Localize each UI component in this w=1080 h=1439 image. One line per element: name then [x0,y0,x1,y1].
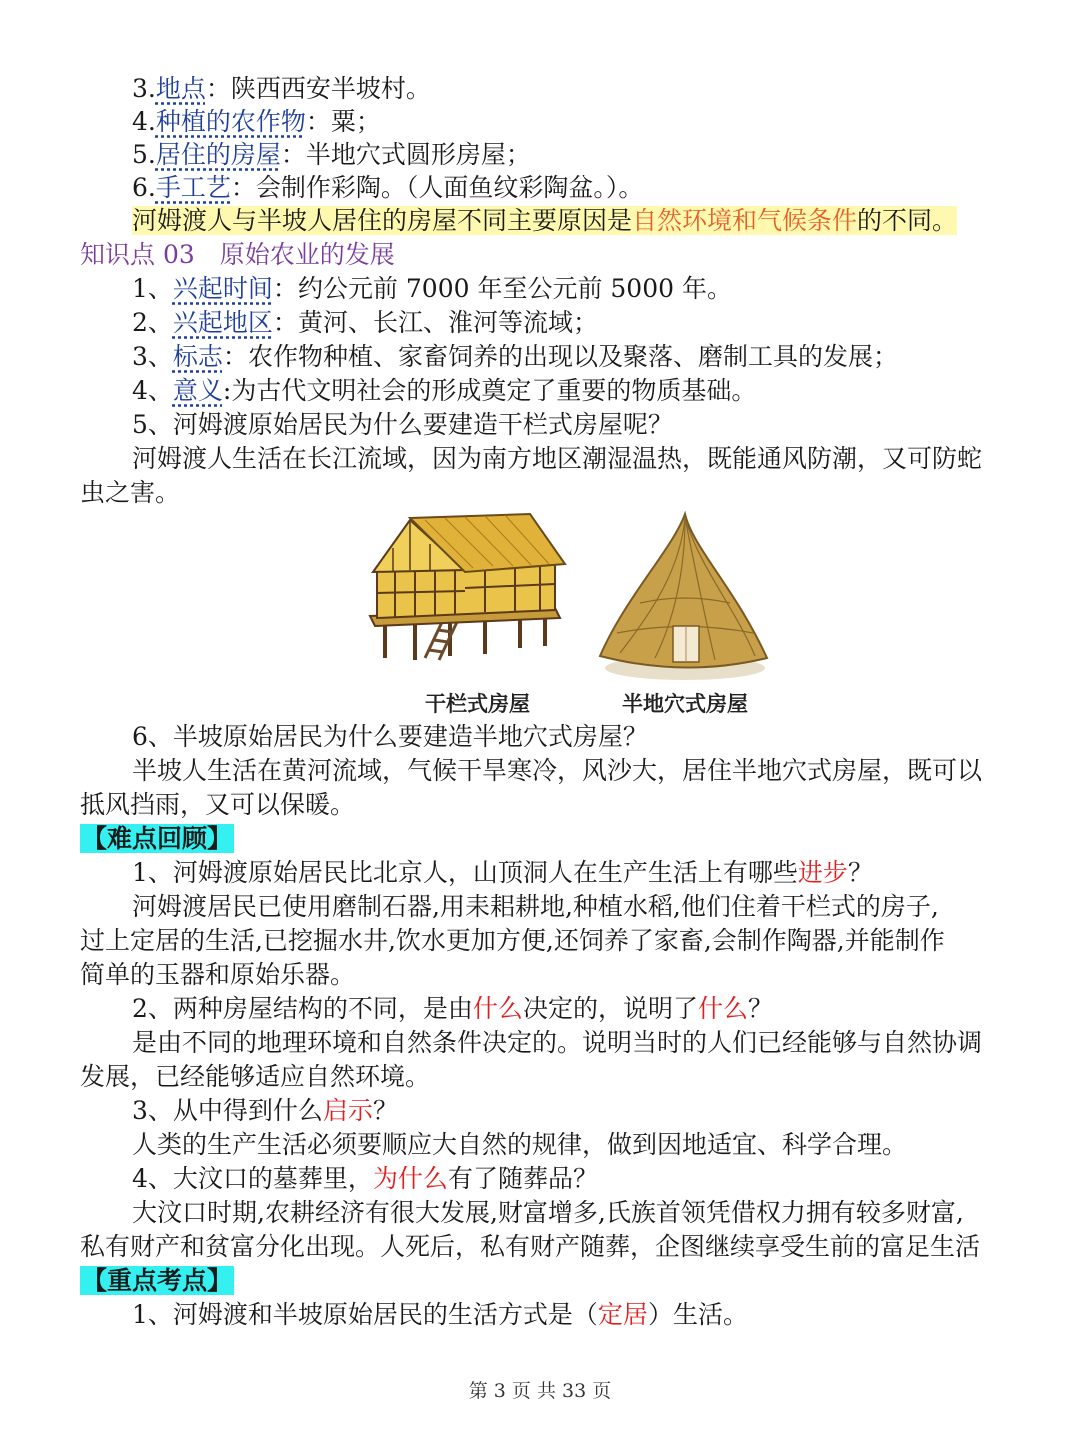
question-5: 5、河姆渡原始居民为什么要建造干栏式房屋呢？ [132,410,673,439]
caption-semi-subterranean-house: 半地穴式房屋 [622,692,748,716]
question-6: 6、半坡原始居民为什么要建造半地穴式房屋？ [132,722,648,751]
label-crops: 种植的农作物 [155,107,306,136]
answer-6-line2: 抵风挡雨，又可以保暖。 [80,790,356,819]
kp-item-region: 2、兴起地区：黄河、长江、淮河等流域； [132,308,598,337]
kp-item-time: 1、兴起时间：约公元前 7000 年至公元前 5000 年。 [132,274,732,303]
label-craft: 手工艺 [155,173,231,202]
caption-stilt-house: 干栏式房屋 [425,692,530,716]
house-illustration [355,508,775,718]
key-points-section-title: 【重点考点】 [82,1266,233,1295]
difficult-a1-line2: 过上定居的生活,已挖掘水井,饮水更加方便,还饲养了家畜,会制作陶器,并能制作 [80,926,945,955]
difficult-a1-line3: 简单的玉器和原始乐器。 [80,960,356,989]
answer-5-line2: 虫之害。 [80,478,181,507]
difficult-q3: 3、从中得到什么启示？ [132,1096,398,1125]
difficult-a4-line1: 大汶口时期,农耕经济有很大发展,财富增多,氏族首领凭借权力拥有较多财富, [132,1198,964,1227]
difficult-q4: 4、大汶口的墓葬里，为什么有了随葬品？ [132,1164,598,1193]
answer-6-line1: 半坡人生活在黄河流域，气候干旱寒冷，风沙大，居住半地穴式房屋，既可以 [132,756,983,785]
label-house: 居住的房屋 [155,140,281,169]
stilt-house-image [370,514,565,660]
item-house: 5.居住的房屋：半地穴式圆形房屋； [132,140,531,169]
answer-5-line1: 河姆渡人生活在长江流域，因为南方地区潮湿温热，既能通风防潮，又可防蛇 [132,444,983,473]
difficult-a4-line2: 私有财产和贫富分化出现。人死后，私有财产随葬，企图继续享受生前的富足生活 [80,1232,981,1261]
difficult-a3: 人类的生产生活必须要顺应大自然的规律，做到因地适宜、科学合理。 [132,1130,908,1159]
difficult-a2-line2: 发展，已经能够适应自然环境。 [80,1062,431,1091]
item-craft: 6.手工艺：会制作彩陶。（人面鱼纹彩陶盆。）。 [132,173,644,202]
item-location: 3.地点：陕西西安半坡村。 [132,74,431,103]
page-footer: 第 3 页 共 33 页 [468,1380,612,1402]
section-heading: 知识点 03 原始农业的发展 [80,240,395,269]
difficult-section-title: 【难点回顾】 [82,824,233,853]
item-crops: 4.种植的农作物：粟； [132,107,381,136]
difficult-q2: 2、两种房屋结构的不同，是由什么决定的，说明了什么？ [132,994,773,1023]
key-phrase: 自然环境和气候条件 [632,206,858,235]
difficult-a1-line1: 河姆渡居民已使用磨制石器,用耒耜耕地,种植水稻,他们住着干栏式的房子, [132,892,939,921]
key-points-q1: 1、河姆渡和半坡原始居民的生活方式是（定居）生活。 [132,1300,748,1329]
difficult-q1: 1、河姆渡原始居民比北京人，山顶洞人在生产生活上有哪些进步？ [132,858,873,887]
kp-item-sign: 3、标志：农作物种植、家畜饲养的出现以及聚落、磨制工具的发展； [132,342,898,371]
semi-subterranean-house-image [600,514,767,680]
kp-item-meaning: 4、意义:为古代文明社会的形成奠定了重要的物质基础。 [132,376,757,405]
difficult-a2-line1: 是由不同的地理环境和自然条件决定的。说明当时的人们已经能够与自然协调 [132,1028,983,1057]
highlight-sentence: 河姆渡人与半坡人居住的房屋不同主要原因是自然环境和气候条件的不同。 [132,206,958,235]
label-location: 地点 [155,74,206,103]
